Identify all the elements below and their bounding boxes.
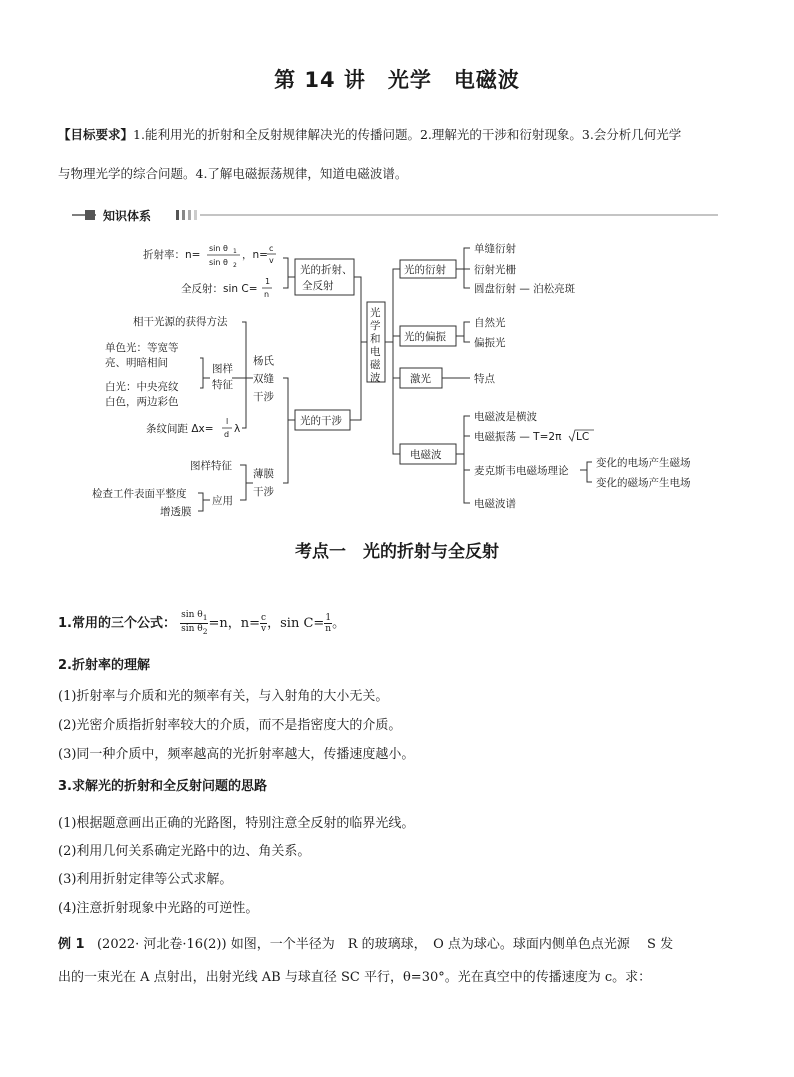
goal-text-1: 1.能利用光的折射和全反射规律解决光的传播问题。2.理解光的干涉和衍射现象。3.会分析几何光学	[133, 127, 682, 142]
pattern-line2: 特征	[212, 379, 233, 391]
center-char-1: 光	[370, 307, 381, 319]
example-line-1	[58, 936, 673, 954]
refraction-den: sin θ	[209, 258, 228, 267]
formula-tail-3: 。	[332, 615, 346, 631]
diffraction-item-1: 单缝衍射	[474, 243, 516, 255]
center-char-3: 和	[370, 333, 381, 345]
white-line2: 白色，两边彩色	[105, 396, 179, 408]
center-char-6: 波	[370, 372, 381, 384]
refraction-num: sin θ	[209, 244, 228, 253]
refraction-index-label: 折射率：n=	[143, 249, 201, 261]
em-spectrum: 电磁波谱	[474, 498, 516, 510]
polarization-box-label: 光的偏振	[404, 331, 446, 343]
center-char-2: 学	[370, 320, 381, 332]
knowledge-header: 知识体系	[103, 209, 152, 223]
maxwell-item-2: 变化的磁场产生电场	[596, 477, 691, 489]
goal-line-2: 与物理光学的综合问题。4.了解电磁振荡规律，知道电磁波谱。	[58, 166, 408, 181]
header-square-icon	[85, 210, 95, 220]
understanding-item-1: (1)折射率与介质和光的频率有关，与入射角的大小无关。	[58, 689, 389, 704]
film-line1: 薄膜	[253, 468, 274, 480]
diffraction-item-2: 衍射光栅	[474, 264, 516, 276]
approach-item-3: (3)利用折射定律等公式求解。	[58, 872, 233, 887]
fringe-spacing-tail: λ	[234, 423, 241, 435]
formula-fraction-1: $\frac{\sin \theta_1}{\sin \theta_2}$	[181, 610, 208, 636]
refraction-c: c	[269, 244, 274, 253]
em-box-label: 电磁波	[410, 449, 442, 461]
example-source: (2022· 河北卷·16(2))	[96, 937, 227, 952]
laser-item: 特点	[474, 373, 495, 385]
refraction-den-sub: 2	[233, 262, 237, 269]
example-line-2: 出的一束光在 A 点射出，出射光线 AB 与球直径 SC 平行，θ=30°。光在真空中的传播速度为 c。求：	[58, 970, 652, 985]
film-check-surface: 检查工件表面平整度	[92, 488, 187, 500]
laser-box-label: 激光	[410, 373, 431, 385]
approach-item-2: (2)利用几何关系确定光路中的边、角关系。	[58, 844, 311, 859]
formula-tail-2: ，sin C=	[267, 615, 325, 631]
center-char-5: 磁	[370, 359, 381, 371]
total-reflection-label: 全反射：sin C=	[181, 283, 258, 295]
fringe-spacing-num: l	[226, 417, 229, 426]
understanding-item-2: (2)光密介质指折射率较大的介质，而不是指密度大的介质。	[58, 718, 402, 733]
interference-box-label: 光的干涉	[300, 415, 342, 427]
coherent-source: 相干光源的获得方法	[133, 316, 228, 328]
example-text-1: 如图，一个半径为 R 的玻璃球， O 点为球心。球面内侧单色点光源 S 发	[230, 937, 674, 952]
fringe-spacing-den: d	[224, 430, 230, 439]
em-oscillation: 电磁振荡 — T=2π	[474, 431, 562, 443]
mono-line1: 单色光：等宽等	[105, 342, 179, 354]
fringe-spacing-label: 条纹间距 Δx=	[146, 423, 214, 435]
young-line3: 干涉	[253, 391, 274, 403]
em-oscillation-root: LC	[576, 431, 590, 443]
refraction-num-sub: 1	[233, 248, 237, 255]
formula-fraction-3: $\frac{1}{n}$	[325, 612, 332, 634]
approach-heading: 3.求解光的折射和全反射问题的思路	[58, 779, 267, 794]
young-line1: 杨氏	[253, 355, 274, 367]
polarization-item-1: 自然光	[474, 317, 506, 329]
understanding-item-3: (3)同一种介质中，频率越高的光折射率越大，传播速度越小。	[58, 747, 415, 762]
em-transverse: 电磁波是横波	[474, 411, 537, 423]
pattern-line1: 图样	[212, 363, 233, 375]
white-line1: 白光：中央亮纹	[105, 381, 179, 393]
formula-label: 1.常用的三个公式：	[58, 615, 176, 631]
polarization-item-2: 偏振光	[474, 337, 506, 349]
formula-line	[58, 610, 345, 637]
example-label: 例 1	[58, 937, 85, 952]
young-line2: 双缝	[253, 373, 274, 385]
film-coating: 增透膜	[160, 506, 192, 518]
total-reflection-den: n	[264, 290, 270, 299]
diffraction-item-3: 圆盘衍射 — 泊松亮斑	[474, 283, 576, 295]
film-line2: 干涉	[253, 486, 274, 498]
approach-item-4: (4)注意折射现象中光路的可逆性。	[58, 901, 259, 916]
understanding-heading: 2.折射率的理解	[58, 658, 150, 673]
header-stripe-icon	[176, 210, 179, 220]
refraction-box-line2: 全反射	[302, 280, 334, 292]
approach-item-1: (1)根据题意画出正确的光路图，特别注意全反射的临界光线。	[58, 816, 415, 831]
center-char-4: 电	[370, 346, 381, 358]
refraction-mid: ，n=	[242, 249, 268, 261]
em-maxwell: 麦克斯韦电磁场理论	[474, 465, 569, 477]
formula-tail-1: =n，n=	[208, 615, 261, 631]
film-pattern: 图样特征	[190, 460, 232, 472]
mono-line2: 亮、明暗相间	[105, 357, 168, 369]
section-title: 考点一 光的折射与全反射	[295, 542, 499, 562]
refraction-v: v	[269, 256, 274, 265]
goal-tag: 【目标要求】	[58, 127, 134, 142]
knowledge-diagram	[0, 200, 794, 525]
page-title: 第 14 讲 光学 电磁波	[274, 68, 520, 92]
refraction-box-line1: 光的折射、	[300, 264, 353, 276]
maxwell-item-1: 变化的电场产生磁场	[596, 457, 691, 469]
formula-fraction-2: $\frac{c}{v}$	[261, 612, 267, 634]
film-application: 应用	[212, 495, 233, 507]
total-reflection-num: 1	[265, 277, 271, 286]
goal-line-1	[58, 126, 748, 144]
diffraction-box-label: 光的衍射	[404, 264, 446, 276]
